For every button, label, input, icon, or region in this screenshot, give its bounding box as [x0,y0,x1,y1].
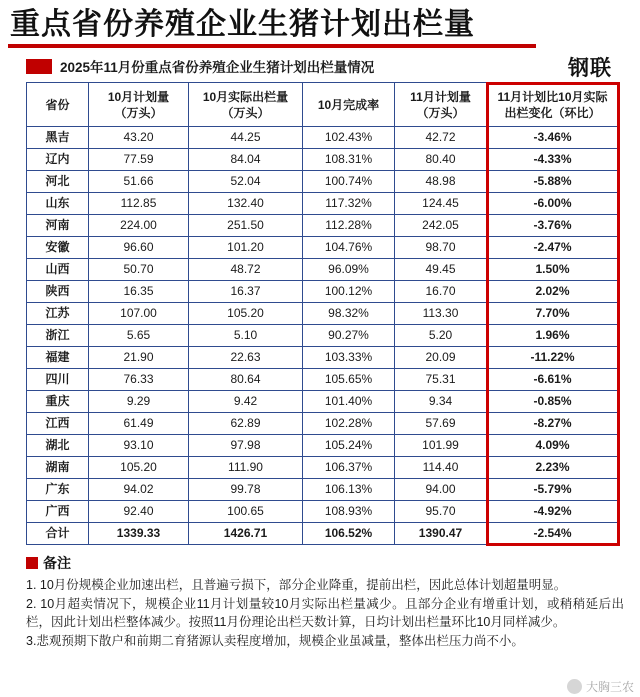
cell-rate-oct: 108.31% [303,149,395,171]
note-item: 2. 10月超卖情况下，规模企业11月计划量较10月实际出栏量减少。且部分企业有增重计划，或稍稍延后出栏，因此计划出栏整体减少。按照11月份理论出栏天数计算，日均计划出栏量环比10月同样减少。 [26,597,624,629]
cell-plan-nov: 101.99 [395,435,487,457]
cell-actual-oct: 251.50 [189,215,303,237]
cell-change-mom: -4.33% [487,149,619,171]
avatar [567,679,582,694]
cell-plan-nov: 49.45 [395,259,487,281]
note-item: 3.悲观预期下散户和前期二育猪源认卖程度增加，规模企业虽减量，整体出栏压力尚不小。 [26,634,524,648]
col-plan-nov: 11月计划量 （万头） [395,83,487,127]
table-row [27,149,619,171]
cell-change-mom: -2.47% [487,237,619,259]
cell-plan-nov: 242.05 [395,215,487,237]
cell-actual-oct: 52.04 [189,171,303,193]
cell-actual-oct: 44.25 [189,127,303,149]
cell-plan-nov: 113.30 [395,303,487,325]
col-change-mom: 11月计划比10月实际 出栏变化（环比） [487,83,619,127]
red-flag-icon [26,59,52,74]
cell-change-mom: -2.54% [487,523,619,545]
cell-province: 江西 [27,413,89,435]
cell-change-mom: 1.50% [487,259,619,281]
table-row [27,303,619,325]
cell-province: 合计 [27,523,89,545]
cell-province: 陕西 [27,281,89,303]
cell-plan-oct: 61.49 [89,413,189,435]
cell-rate-oct: 102.43% [303,127,395,149]
cell-actual-oct: 16.37 [189,281,303,303]
cell-plan-nov: 95.70 [395,501,487,523]
cell-actual-oct: 84.04 [189,149,303,171]
cell-rate-oct: 100.12% [303,281,395,303]
cell-province: 广西 [27,501,89,523]
cell-plan-oct: 112.85 [89,193,189,215]
table-row-total [27,523,619,545]
cell-plan-oct: 1339.33 [89,523,189,545]
cell-plan-oct: 43.20 [89,127,189,149]
cell-plan-nov: 124.45 [395,193,487,215]
cell-actual-oct: 101.20 [189,237,303,259]
table-row [27,193,619,215]
cell-province: 河北 [27,171,89,193]
cell-change-mom: -5.88% [487,171,619,193]
table-body [27,127,619,545]
cell-rate-oct: 106.13% [303,479,395,501]
watermark [567,678,634,695]
cell-rate-oct: 112.28% [303,215,395,237]
cell-change-mom: -5.79% [487,479,619,501]
cell-rate-oct: 90.27% [303,325,395,347]
cell-plan-oct: 9.29 [89,391,189,413]
cell-province: 福建 [27,347,89,369]
cell-change-mom: 2.23% [487,457,619,479]
cell-change-mom: -8.27% [487,413,619,435]
cell-actual-oct: 111.90 [189,457,303,479]
cell-plan-nov: 98.70 [395,237,487,259]
cell-plan-oct: 105.20 [89,457,189,479]
cell-change-mom: 7.70% [487,303,619,325]
notes-header [26,553,624,573]
cell-plan-oct: 16.35 [89,281,189,303]
table-row [27,347,619,369]
note-item: 1. 10月份规模企业加速出栏，且普遍亏损下，部分企业降重，提前出栏，因此总体计划超量明显。 [26,578,567,592]
table-row [27,281,619,303]
cell-actual-oct: 99.78 [189,479,303,501]
table-header-row [27,83,619,127]
cell-province: 湖南 [27,457,89,479]
notes-title: 备注 [43,555,71,571]
cell-plan-nov: 1390.47 [395,523,487,545]
cell-plan-nov: 75.31 [395,369,487,391]
cell-change-mom: -6.61% [487,369,619,391]
cell-rate-oct: 105.24% [303,435,395,457]
cell-province: 江苏 [27,303,89,325]
cell-actual-oct: 62.89 [189,413,303,435]
cell-plan-oct: 76.33 [89,369,189,391]
cell-plan-oct: 21.90 [89,347,189,369]
cell-province: 山西 [27,259,89,281]
table-row [27,259,619,281]
page-title: 重点省份养殖企业生猪计划出栏量 [10,8,475,41]
col-actual-oct: 10月实际出栏量 （万头） [189,83,303,127]
table-row [27,501,619,523]
cell-actual-oct: 132.40 [189,193,303,215]
chart-subtitle: 2025年11月份重点省份养殖企业生猪计划出栏量情况 [60,60,375,75]
cell-rate-oct: 106.52% [303,523,395,545]
table-row [27,171,619,193]
cell-plan-nov: 42.72 [395,127,487,149]
table-row [27,435,619,457]
cell-plan-nov: 5.20 [395,325,487,347]
cell-plan-nov: 114.40 [395,457,487,479]
cell-change-mom: 4.09% [487,435,619,457]
cell-change-mom: -11.22% [487,347,619,369]
cell-province: 辽内 [27,149,89,171]
subtitle-row [0,48,640,82]
cell-change-mom: -0.85% [487,391,619,413]
cell-actual-oct: 100.65 [189,501,303,523]
cell-plan-oct: 51.66 [89,171,189,193]
cell-plan-oct: 77.59 [89,149,189,171]
cell-plan-nov: 57.69 [395,413,487,435]
cell-province: 山东 [27,193,89,215]
table-row [27,215,619,237]
cell-actual-oct: 22.63 [189,347,303,369]
brand-logo: 钢联 [568,57,612,80]
table-row [27,457,619,479]
cell-plan-oct: 93.10 [89,435,189,457]
table-row [27,237,619,259]
notes-section [0,545,640,650]
cell-plan-oct: 5.65 [89,325,189,347]
cell-rate-oct: 108.93% [303,501,395,523]
livestock-plan-table [26,82,619,545]
notes-flag-icon [26,557,38,569]
cell-rate-oct: 104.76% [303,237,395,259]
cell-change-mom: -3.76% [487,215,619,237]
cell-plan-nov: 94.00 [395,479,487,501]
cell-province: 黑吉 [27,127,89,149]
cell-actual-oct: 5.10 [189,325,303,347]
cell-province: 广东 [27,479,89,501]
table-row [27,413,619,435]
cell-actual-oct: 1426.71 [189,523,303,545]
cell-province: 安徽 [27,237,89,259]
col-rate-oct: 10月完成率 [303,83,395,127]
cell-plan-nov: 80.40 [395,149,487,171]
cell-change-mom: -6.00% [487,193,619,215]
cell-change-mom: 1.96% [487,325,619,347]
cell-rate-oct: 96.09% [303,259,395,281]
cell-rate-oct: 102.28% [303,413,395,435]
cell-change-mom: 2.02% [487,281,619,303]
cell-plan-nov: 48.98 [395,171,487,193]
table-row [27,479,619,501]
cell-actual-oct: 97.98 [189,435,303,457]
cell-plan-oct: 92.40 [89,501,189,523]
cell-plan-nov: 20.09 [395,347,487,369]
cell-actual-oct: 80.64 [189,369,303,391]
cell-rate-oct: 103.33% [303,347,395,369]
cell-change-mom: -4.92% [487,501,619,523]
cell-plan-oct: 224.00 [89,215,189,237]
cell-province: 浙江 [27,325,89,347]
cell-plan-oct: 107.00 [89,303,189,325]
cell-change-mom: -3.46% [487,127,619,149]
cell-rate-oct: 105.65% [303,369,395,391]
col-province: 省份 [27,83,89,127]
cell-plan-nov: 9.34 [395,391,487,413]
cell-province: 重庆 [27,391,89,413]
col-plan-oct: 10月计划量 （万头） [89,83,189,127]
cell-actual-oct: 9.42 [189,391,303,413]
cell-plan-oct: 50.70 [89,259,189,281]
table-container [0,82,640,545]
cell-province: 四川 [27,369,89,391]
cell-plan-nov: 16.70 [395,281,487,303]
cell-province: 湖北 [27,435,89,457]
title-bar [0,0,640,48]
cell-rate-oct: 117.32% [303,193,395,215]
table-row [27,325,619,347]
table-row [27,391,619,413]
cell-actual-oct: 48.72 [189,259,303,281]
cell-rate-oct: 101.40% [303,391,395,413]
cell-plan-oct: 94.02 [89,479,189,501]
cell-province: 河南 [27,215,89,237]
cell-actual-oct: 105.20 [189,303,303,325]
cell-rate-oct: 106.37% [303,457,395,479]
cell-rate-oct: 100.74% [303,171,395,193]
cell-plan-oct: 96.60 [89,237,189,259]
table-row [27,127,619,149]
table-row [27,369,619,391]
table-header [27,83,619,127]
watermark-label: 大胸三农 [585,680,634,694]
cell-rate-oct: 98.32% [303,303,395,325]
